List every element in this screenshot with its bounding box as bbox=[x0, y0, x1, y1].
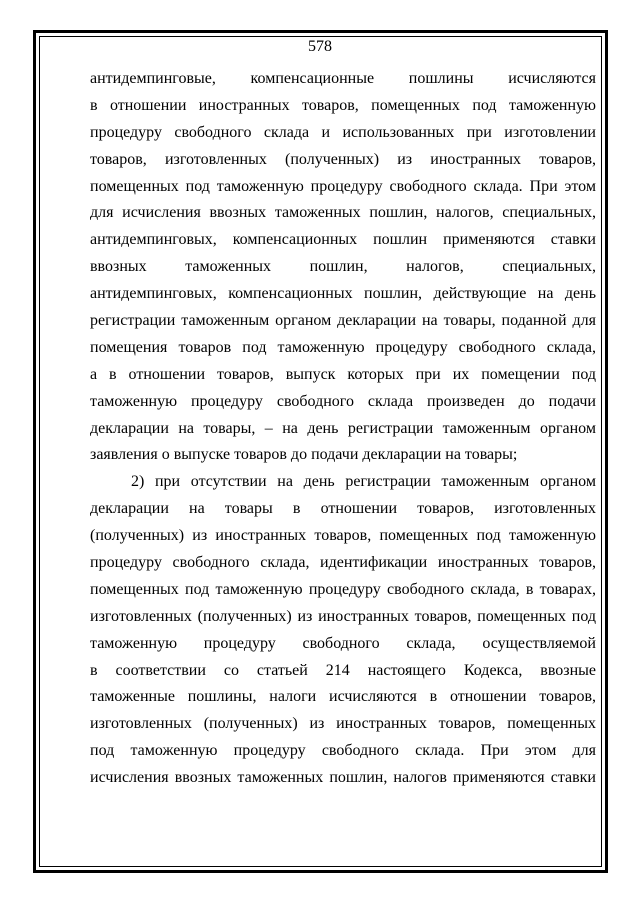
text-line: товаров, изготовленных (полученных) из иностранных товаров, bbox=[90, 150, 596, 168]
text-line: таможенную процедуру свободного склада, осуществляемой bbox=[90, 634, 596, 652]
text-line: для исчисления ввозных таможенных пошлин, налогов, специальных, bbox=[90, 204, 596, 222]
text-line: в соответствии со статьей 214 настоящего Кодекса, ввозные bbox=[90, 661, 596, 679]
text-line: 2) при отсутствии на день регистрации таможенным органом bbox=[131, 473, 596, 491]
text-line: процедуру свободного склада, идентификации иностранных товаров, bbox=[90, 554, 596, 572]
body-text bbox=[90, 66, 596, 792]
text-line: таможенные пошлины, налоги исчисляются в отношении товаров, bbox=[90, 688, 596, 706]
text-line: в отношении иностранных товаров, помещенных под таможенную bbox=[90, 96, 596, 114]
text-line: а в отношении товаров, выпуск которых при их помещении под bbox=[90, 365, 596, 383]
text-line: исчисления ввозных таможенных пошлин, налогов применяются ставки bbox=[90, 769, 596, 787]
text-line: под таможенную процедуру свободного склада. При этом для bbox=[90, 742, 596, 760]
text-line: антидемпинговые, компенсационные пошлины исчисляются bbox=[90, 70, 596, 87]
page-number: 578 bbox=[308, 38, 332, 55]
text-line: помещения товаров под таможенную процедуру свободного склада, bbox=[90, 338, 596, 356]
text-line: (полученных) из иностранных товаров, помещенных под таможенную bbox=[90, 527, 596, 545]
text-line: изготовленных (полученных) из иностранных товаров, помещенных под bbox=[90, 607, 596, 625]
text-line: изготовленных (полученных) из иностранных товаров, помещенных bbox=[90, 715, 596, 733]
text-line: помещенных под таможенную процедуру свободного склада. При этом bbox=[90, 177, 596, 195]
text-line: процедуру свободного склада и использованных при изготовлении bbox=[90, 123, 596, 141]
text-line: помещенных под таможенную процедуру свободного склада, в товарах, bbox=[90, 580, 596, 598]
text-line: антидемпинговых, компенсационных пошлин применяются ставки bbox=[90, 231, 596, 249]
text-line: регистрации таможенным органом декларации на товары, поданной для bbox=[90, 312, 596, 330]
text-line: ввозных таможенных пошлин, налогов, специальных, bbox=[90, 258, 596, 276]
text-line: декларации на товары, – на день регистрации таможенным органом bbox=[90, 419, 596, 437]
text-line: антидемпинговых, компенсационных пошлин, действующие на день bbox=[90, 285, 596, 303]
text-line: таможенную процедуру свободного склада произведен до подачи bbox=[90, 392, 596, 410]
text-line: декларации на товары в отношении товаров, изготовленных bbox=[90, 500, 596, 518]
text-line: заявления о выпуске товаров до подачи декларации на товары; bbox=[90, 446, 518, 464]
